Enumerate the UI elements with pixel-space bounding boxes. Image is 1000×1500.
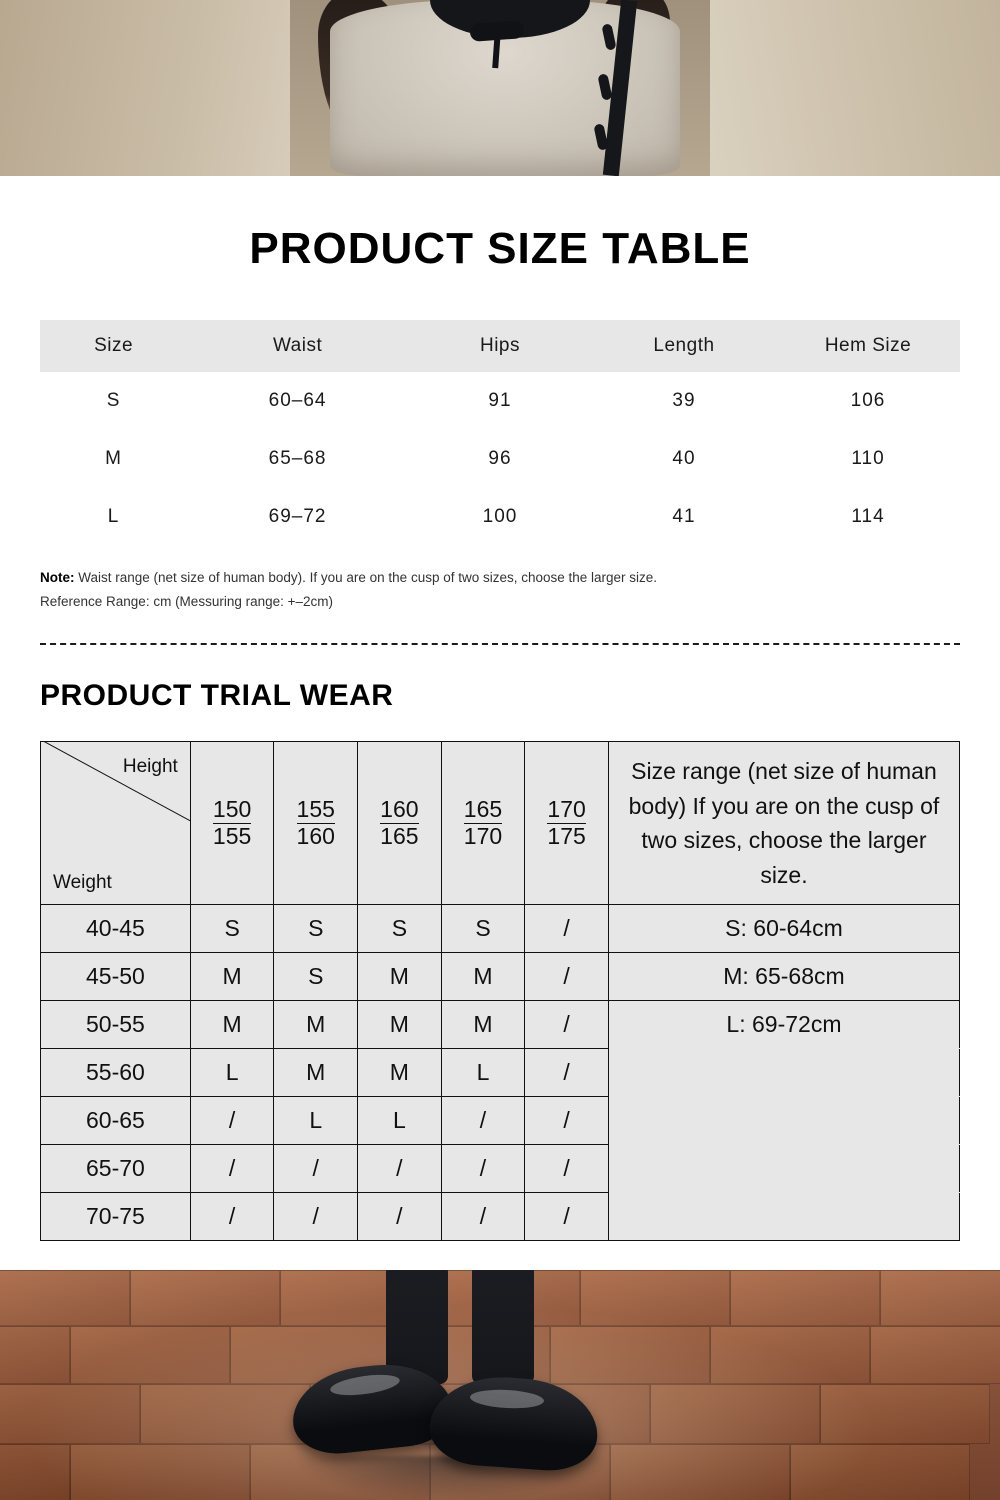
trial-cell: / xyxy=(358,1145,442,1193)
size-range-filler xyxy=(608,1097,959,1145)
weight-label: 55-60 xyxy=(41,1049,191,1097)
trial-cell: S xyxy=(190,905,274,953)
weight-label: 40-45 xyxy=(41,905,191,953)
table-row xyxy=(41,1001,960,1049)
size-cell: M xyxy=(105,448,122,469)
size-range-l: L: 69-72cm xyxy=(608,1001,959,1049)
trial-cell: M xyxy=(358,1001,442,1049)
bottom-product-photo xyxy=(0,1270,1000,1500)
height-col-5 xyxy=(525,742,609,905)
trial-cell: / xyxy=(274,1145,358,1193)
table-row xyxy=(41,1097,960,1145)
size-range-filler xyxy=(608,1049,959,1097)
size-table-header-waist: Waist xyxy=(187,320,408,372)
trial-cell: / xyxy=(525,1193,609,1241)
weight-label: 60-65 xyxy=(41,1097,191,1145)
table-row xyxy=(41,905,960,953)
trial-cell: M xyxy=(274,1049,358,1097)
trial-cell: / xyxy=(441,1145,525,1193)
height-col-5-top: 170 xyxy=(547,795,586,822)
trial-cell: / xyxy=(525,1097,609,1145)
trial-cell: / xyxy=(525,1001,609,1049)
page-title: PRODUCT SIZE TABLE xyxy=(249,224,751,273)
size-table-header-length: Length xyxy=(592,320,776,372)
top-product-photo xyxy=(0,0,1000,176)
length-cell: 40 xyxy=(672,448,696,469)
trial-cell: / xyxy=(525,1049,609,1097)
trial-wear-table xyxy=(40,741,960,1241)
hips-cell: 100 xyxy=(482,506,518,527)
hem-cell: 106 xyxy=(850,390,886,411)
trial-table-wrapper xyxy=(40,741,960,1241)
height-col-3-top: 160 xyxy=(380,795,419,822)
hips-cell: 96 xyxy=(488,448,512,469)
trial-cell: M xyxy=(358,1049,442,1097)
table-row xyxy=(41,953,960,1001)
table-row xyxy=(40,372,960,430)
trial-cell: / xyxy=(441,1193,525,1241)
note-label: Note: xyxy=(40,570,75,585)
table-row xyxy=(40,430,960,488)
trial-cell: / xyxy=(525,1145,609,1193)
trial-cell: S xyxy=(358,905,442,953)
size-range-filler xyxy=(608,1145,959,1193)
table-row xyxy=(41,1193,960,1241)
photo-background-left xyxy=(0,0,300,176)
height-col-2-top: 155 xyxy=(296,795,335,822)
weight-label: 70-75 xyxy=(41,1193,191,1241)
size-cell: L xyxy=(107,506,120,527)
length-cell: 39 xyxy=(672,390,696,411)
hips-cell: 91 xyxy=(488,390,512,411)
trial-cell: M xyxy=(274,1001,358,1049)
trial-wear-title: PRODUCT TRIAL WEAR xyxy=(40,679,394,713)
note-line-2: Reference Range: cm (Messuring range: +–2cm) xyxy=(40,593,334,609)
model-bow-tie xyxy=(469,20,524,42)
table-row xyxy=(41,1049,960,1097)
weight-label: 45-50 xyxy=(41,953,191,1001)
hem-cell: 114 xyxy=(851,506,885,527)
height-col-5-bot: 175 xyxy=(547,822,586,849)
trial-cell: L xyxy=(190,1049,274,1097)
hem-cell: 110 xyxy=(851,448,885,469)
height-col-2-bot: 160 xyxy=(296,822,335,849)
height-col-1-bot: 155 xyxy=(212,822,252,849)
size-table xyxy=(40,320,960,546)
height-col-3-bot: 165 xyxy=(380,822,419,849)
height-col-4 xyxy=(441,742,525,905)
waist-cell: 65–68 xyxy=(268,448,327,469)
height-col-1 xyxy=(190,742,274,905)
trial-cell: / xyxy=(441,1097,525,1145)
trial-cell: L xyxy=(358,1097,442,1145)
table-row xyxy=(40,488,960,546)
trial-header-row xyxy=(41,742,960,905)
size-cell: S xyxy=(106,390,121,411)
note-text-1: Waist range (net size of human body). If you are on the cusp of two sizes, choose the larger size. xyxy=(78,570,658,585)
section-divider xyxy=(40,643,960,645)
trial-cell: M xyxy=(358,953,442,1001)
trial-cell: S xyxy=(274,953,358,1001)
trial-cell: / xyxy=(190,1097,274,1145)
table-row xyxy=(41,1145,960,1193)
trial-cell: M xyxy=(441,953,525,1001)
size-table-header-hips: Hips xyxy=(408,320,592,372)
height-col-4-bot: 170 xyxy=(463,822,503,849)
size-range-s: S: 60-64cm xyxy=(608,905,959,953)
model-leg-right xyxy=(472,1270,534,1384)
trial-cell: M xyxy=(190,953,274,1001)
trial-cell: S xyxy=(274,905,358,953)
waist-cell: 69–72 xyxy=(268,506,327,527)
height-col-3 xyxy=(358,742,442,905)
size-info-sheet xyxy=(0,176,1000,1270)
trial-cell: / xyxy=(274,1193,358,1241)
photo-background-right xyxy=(670,0,1000,176)
waist-cell: 60–64 xyxy=(268,390,327,411)
trial-cell: / xyxy=(190,1193,274,1241)
size-range-filler xyxy=(608,1193,959,1241)
note-line-1 xyxy=(40,566,960,590)
weight-label: 50-55 xyxy=(41,1001,191,1049)
height-col-2 xyxy=(274,742,358,905)
trial-cell: / xyxy=(525,905,609,953)
size-table-header-row xyxy=(40,320,960,372)
height-axis-label: Height xyxy=(122,756,178,778)
size-note xyxy=(40,566,960,613)
height-col-1-top: 150 xyxy=(212,795,252,822)
trial-cell: S xyxy=(441,905,525,953)
weight-axis-label: Weight xyxy=(53,872,112,894)
weight-label: 65-70 xyxy=(41,1145,191,1193)
length-cell: 41 xyxy=(672,506,696,527)
size-table-header-hem: Hem Size xyxy=(776,320,960,372)
size-table-header-size: Size xyxy=(40,320,187,372)
height-col-4-top: 165 xyxy=(463,795,503,822)
size-range-m: M: 65-68cm xyxy=(608,953,959,1001)
size-range-note: Size range (net size of human body) If you are on the cusp of two sizes, choose the larger size. xyxy=(608,742,959,905)
trial-cell: M xyxy=(441,1001,525,1049)
trial-cell: / xyxy=(190,1145,274,1193)
trial-cell: L xyxy=(441,1049,525,1097)
trial-cell: L xyxy=(274,1097,358,1145)
trial-corner-cell xyxy=(41,742,191,905)
trial-cell: M xyxy=(190,1001,274,1049)
trial-cell: / xyxy=(525,953,609,1001)
trial-cell: / xyxy=(358,1193,442,1241)
